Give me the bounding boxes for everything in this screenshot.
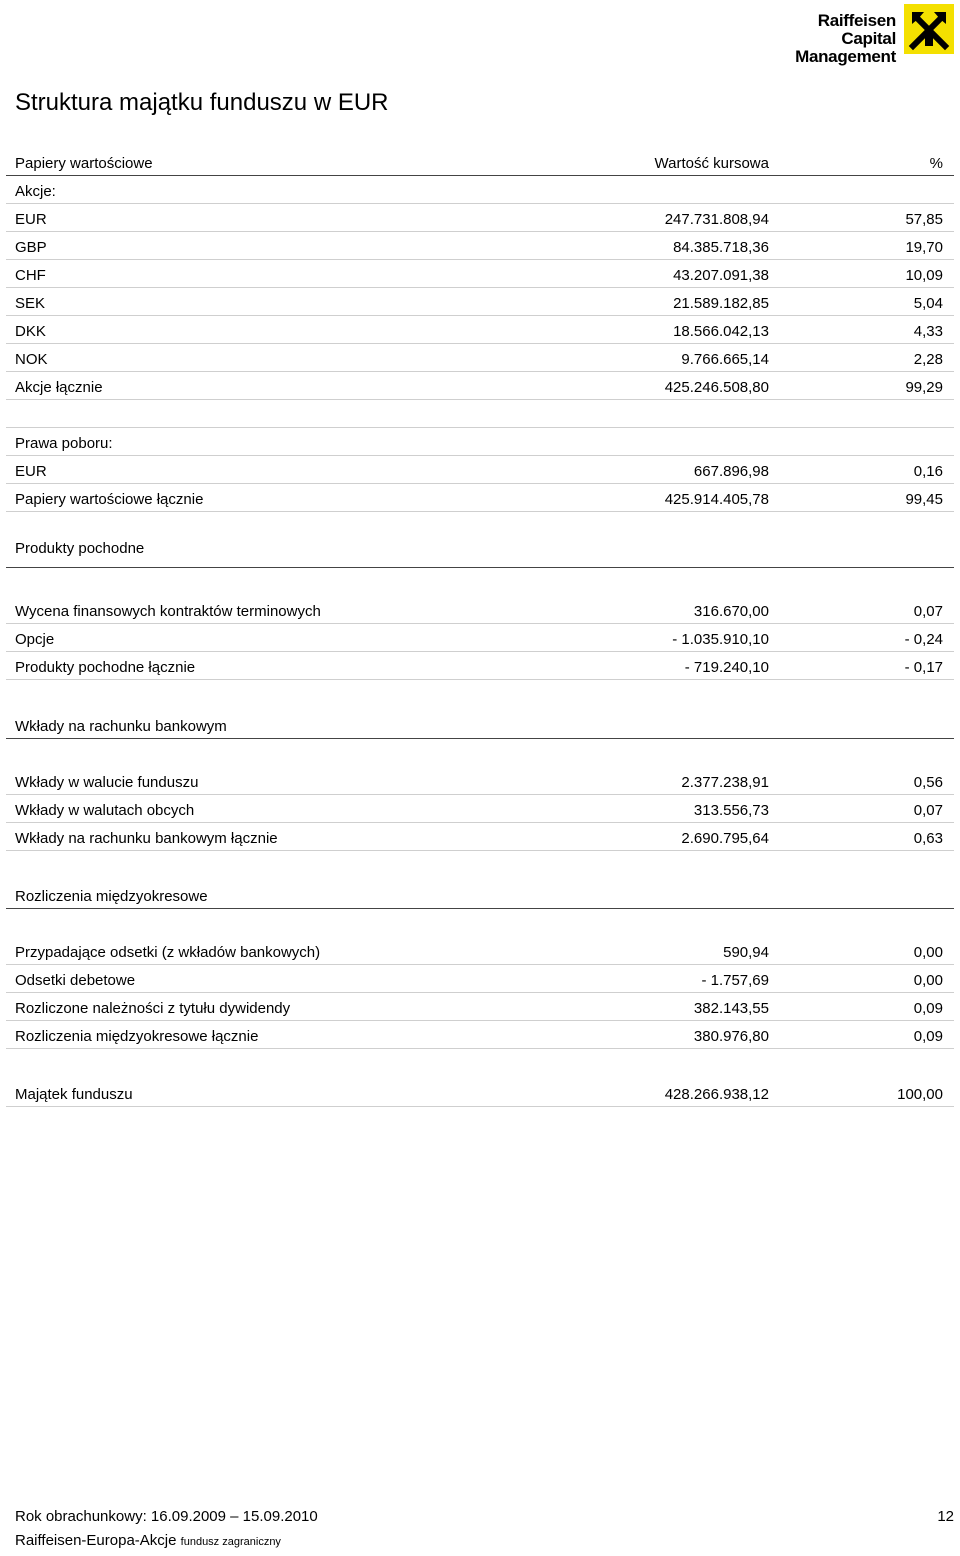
row-pct: - 0,24 xyxy=(904,631,943,648)
row-name: Produkty pochodne łącznie xyxy=(15,659,196,676)
row-name: DKK xyxy=(15,323,46,340)
row-name: CHF xyxy=(15,267,46,284)
row-value: - 1.035.910,10 xyxy=(672,631,769,648)
row-value: 21.589.182,85 xyxy=(673,295,769,312)
crossed-gables-icon xyxy=(904,4,954,54)
table-row xyxy=(6,204,954,232)
row-pct: 0,56 xyxy=(913,774,943,791)
row-pct: 0,09 xyxy=(913,1028,943,1045)
table-row xyxy=(6,965,954,993)
row-name: Akcje łącznie xyxy=(15,379,103,396)
table-row-total xyxy=(6,372,954,400)
row-pct: 0,16 xyxy=(913,463,943,480)
row-value: 425.914.405,78 xyxy=(664,491,769,508)
row-name: GBP xyxy=(15,239,47,256)
row-pct: 0,09 xyxy=(913,1000,943,1017)
header-market-value: Wartość kursowa xyxy=(654,155,769,172)
header-securities: Papiery wartościowe xyxy=(15,155,153,172)
table-row xyxy=(6,456,954,484)
row-name: Wycena finansowych kontraktów terminowych xyxy=(15,603,321,620)
logo-wordmark xyxy=(738,12,896,66)
row-name: Rozliczenia międzyokresowe łącznie xyxy=(15,1028,259,1045)
table-row-total xyxy=(6,1021,954,1049)
row-name: EUR xyxy=(15,463,47,480)
table-row-grand-total xyxy=(6,1049,954,1107)
section-akcje: Akcje: xyxy=(15,183,56,200)
row-value: 9.766.665,14 xyxy=(681,351,769,368)
fund-name: Raiffeisen-Europa-Akcje xyxy=(15,1532,177,1549)
row-value: 428.266.938,12 xyxy=(664,1086,769,1103)
table-row-total xyxy=(6,652,954,680)
asset-structure-table xyxy=(6,148,954,1107)
row-value: 84.385.718,36 xyxy=(673,239,769,256)
row-pct: 5,04 xyxy=(913,295,943,312)
row-name: Wkłady w walucie funduszu xyxy=(15,774,199,791)
section-label xyxy=(6,400,954,428)
row-pct: 99,29 xyxy=(905,379,943,396)
fiscal-year: Rok obrachunkowy: 16.09.2009 – 15.09.2010 xyxy=(15,1508,318,1525)
table-row xyxy=(6,568,954,624)
row-name: Papiery wartościowe łącznie xyxy=(15,491,204,508)
row-pct: 100,00 xyxy=(897,1086,943,1103)
row-pct: 57,85 xyxy=(905,211,943,228)
row-value: 247.731.808,94 xyxy=(664,211,769,228)
section-label xyxy=(6,512,954,568)
section-label xyxy=(6,428,954,456)
table-row xyxy=(6,344,954,372)
page-number: 12 xyxy=(937,1508,954,1525)
row-name: EUR xyxy=(15,211,47,228)
row-value: 380.976,80 xyxy=(693,1028,769,1045)
row-pct: 0,00 xyxy=(913,972,943,989)
row-value: - 1.757,69 xyxy=(701,972,769,989)
table-row xyxy=(6,232,954,260)
table-row xyxy=(6,795,954,823)
row-pct: 19,70 xyxy=(905,239,943,256)
table-row xyxy=(6,993,954,1021)
row-name: Odsetki debetowe xyxy=(15,972,136,989)
row-pct: 4,33 xyxy=(913,323,943,340)
row-value: 2.690.795,64 xyxy=(681,830,769,847)
footer-fund xyxy=(15,1532,954,1556)
row-pct: 0,07 xyxy=(913,802,943,819)
logo-line2: Capital Management xyxy=(795,29,896,66)
row-name: NOK xyxy=(15,351,48,368)
row-value: - 719.240,10 xyxy=(684,659,769,676)
row-pct: - 0,17 xyxy=(904,659,943,676)
header-percent: % xyxy=(929,155,943,172)
section-prawa: Prawa poboru: xyxy=(15,435,113,452)
table-header xyxy=(6,148,954,176)
section-pochodne: Produkty pochodne xyxy=(15,540,145,557)
row-value: 313.556,73 xyxy=(693,802,769,819)
section-rozliczenia: Rozliczenia międzyokresowe xyxy=(15,888,208,905)
section-label xyxy=(6,680,954,739)
row-value: 382.143,55 xyxy=(693,1000,769,1017)
row-pct: 0,00 xyxy=(913,944,943,961)
table-row xyxy=(6,260,954,288)
row-name: Wkłady w walutach obcych xyxy=(15,802,195,819)
table-row xyxy=(6,739,954,795)
section-label xyxy=(6,176,954,204)
row-name: Majątek funduszu xyxy=(15,1086,133,1103)
row-value: 316.670,00 xyxy=(693,603,769,620)
row-name: Rozliczone należności z tytułu dywidendy xyxy=(15,1000,291,1017)
row-pct: 2,28 xyxy=(913,351,943,368)
table-row xyxy=(6,288,954,316)
company-logo xyxy=(738,4,954,66)
fund-type: fundusz zagraniczny xyxy=(180,1536,281,1548)
page-footer xyxy=(15,1508,954,1556)
row-pct: 99,45 xyxy=(905,491,943,508)
row-value: 43.207.091,38 xyxy=(673,267,769,284)
row-name: SEK xyxy=(15,295,46,312)
section-wklady: Wkłady na rachunku bankowym xyxy=(15,718,227,735)
row-value: 18.566.042,13 xyxy=(673,323,769,340)
page-title: Struktura majątku funduszu w EUR xyxy=(15,89,389,116)
logo-line1: Raiffeisen xyxy=(817,11,896,30)
table-row-total xyxy=(6,823,954,851)
row-pct: 0,63 xyxy=(913,830,943,847)
footer-line xyxy=(15,1508,954,1530)
row-pct: 10,09 xyxy=(905,267,943,284)
row-value: 2.377.238,91 xyxy=(681,774,769,791)
row-pct: 0,07 xyxy=(913,603,943,620)
row-value: 667.896,98 xyxy=(693,463,769,480)
row-name: Przypadające odsetki (z wkładów bankowych) xyxy=(15,944,321,961)
row-value: 590,94 xyxy=(723,944,769,961)
table-row xyxy=(6,316,954,344)
row-value: 425.246.508,80 xyxy=(664,379,769,396)
table-row xyxy=(6,909,954,965)
row-name: Wkłady na rachunku bankowym łącznie xyxy=(15,830,278,847)
table-row xyxy=(6,624,954,652)
row-name: Opcje xyxy=(15,631,55,648)
section-label xyxy=(6,851,954,909)
table-row-total xyxy=(6,484,954,512)
